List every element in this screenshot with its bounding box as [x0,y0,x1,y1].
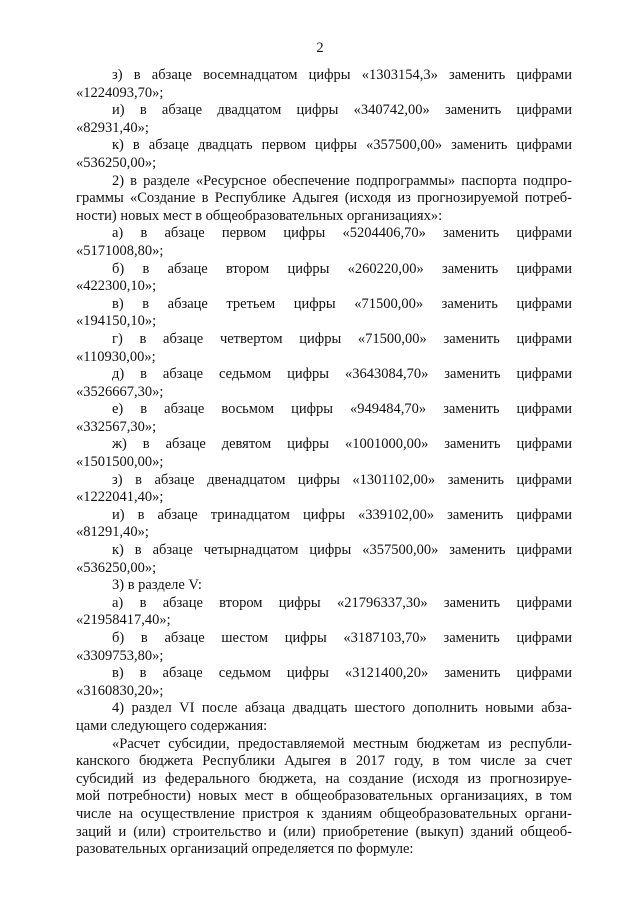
text-line: «536250,00»; [76,559,157,576]
text-line: «110930,00»; [76,348,156,365]
text-line: числе на осуществление пристроя к зданиям общеобразовательных органи- [76,805,572,822]
text-line: субсидий из федерального бюджета, на создание (исходя из прогнозируе- [76,770,572,787]
text-line: «332567,30»; [76,418,157,435]
text-line: «81291,40»; [76,524,149,541]
text-line: «1501500,00»; [76,454,164,471]
text-line: в) в абзаце седьмом цифры «3121400,20» заменить цифрами [112,665,572,682]
text-line: а) в абзаце втором цифры «21796337,30» заменить цифрами [112,594,572,611]
text-line: з) в абзаце двенадцатом цифры «1301102,00» заменить цифрами [112,471,572,488]
text-line: заций и (или) строительство и (или) приобретение (выкуп) зданий общеоб- [76,823,572,840]
text-line: а) в абзаце первом цифры «5204406,70» заменить цифрами [112,225,572,242]
text-line: к) в абзаце двадцать первом цифры «357500,00» заменить цифрами [112,137,572,154]
document-body [76,67,572,859]
text-line: граммы «Создание в Республике Адыгея (исходя из прогнозируемой потреб- [76,190,572,207]
text-line: «21958417,40»; [76,612,171,629]
text-line: е) в абзаце восьмом цифры «949484,70» заменить цифрами [112,401,572,418]
text-line: и) в абзаце тринадцатом цифры «339102,00» заменить цифрами [112,506,572,523]
text-line: канского бюджета Республики Адыгея в 2017 году, в том числе за счет [76,753,572,770]
text-line: ж) в абзаце девятом цифры «1001000,00» заменить цифрами [112,436,572,453]
text-line: б) в абзаце втором цифры «260220,00» заменить цифрами [112,260,572,277]
text-line: к) в абзаце четырнадцатом цифры «357500,00» заменить цифрами [112,542,572,559]
text-line: «3160830,20»; [76,682,164,699]
text-line: «3526667,30»; [76,383,164,400]
text-line: 3) в разделе V: [112,577,202,594]
text-line: разовательных организаций определяется по формуле: [76,841,414,858]
text-line: «1222041,40»; [76,489,164,506]
text-line: «5171008,80»; [76,242,164,259]
text-line: мой потребности) новых мест в общеобразовательных организациях, в том [76,788,572,805]
text-line: и) в абзаце двадцатом цифры «340742,00» заменить цифрами [112,102,572,119]
text-line: «82931,40»; [76,119,149,136]
text-line: в) в абзаце третьем цифры «71500,00» заменить цифрами [112,295,572,312]
text-line: «Расчет субсидии, предоставляемой местным бюджетам из республи- [112,735,572,752]
text-line: «194150,10»; [76,313,157,330]
text-line: д) в абзаце седьмом цифры «3643084,70» заменить цифрами [112,366,572,383]
text-line: цами следующего содержания: [76,717,268,734]
text-line: «3309753,80»; [76,647,164,664]
text-line: 2) в разделе «Ресурсное обеспечение подпрограммы» паспорта подпро- [112,172,572,189]
text-line: г) в абзаце четвертом цифры «71500,00» заменить цифрами [112,330,572,347]
text-line: ности) новых мест в общеобразовательных организациях»: [76,207,443,224]
text-line: 4) раздел VI после абзаца двадцать шестого дополнить новыми абза- [112,700,572,717]
text-line: з) в абзаце восемнадцатом цифры «1303154,3» заменить цифрами [112,67,572,83]
text-line: «1224093,70»; [76,84,164,101]
page-number: 2 [316,40,324,56]
text-line: «536250,00»; [76,154,157,171]
text-line: «422300,10»; [76,278,157,295]
text-line: б) в абзаце шестом цифры «3187103,70» заменить цифрами [112,630,572,646]
